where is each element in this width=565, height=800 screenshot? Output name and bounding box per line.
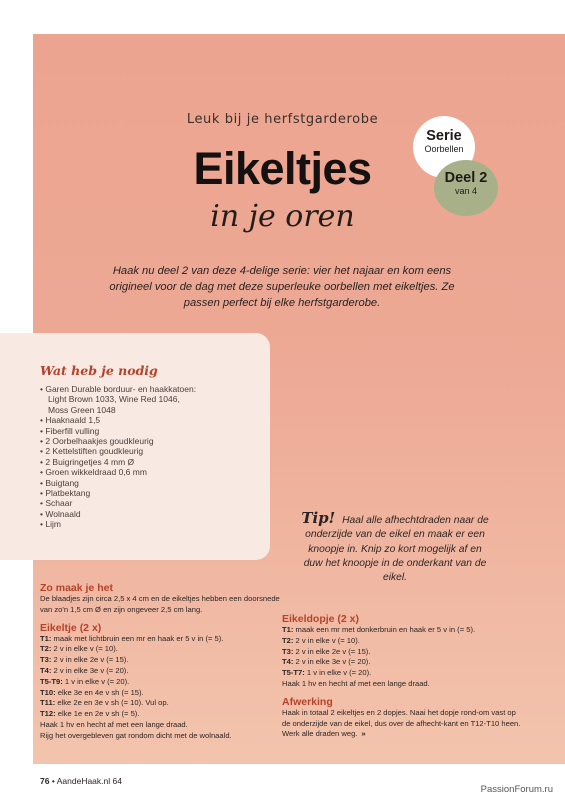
pattern-row — [282, 647, 522, 658]
row-key: T1: — [282, 625, 294, 634]
row-key: T10: — [40, 687, 56, 697]
materials-item: • Wolnaald — [40, 509, 196, 519]
materials-item: • Lijm — [40, 519, 196, 529]
row-value: elke 2e en 3e v sh (= 10). Vul op. — [57, 698, 169, 708]
howto-text: De blaadjes zijn circa 2,5 x 4 cm en de eikeltjes hebben een doorsnede van zo'n 1,5 cm Ø en zijn ongeveer 2,5 cm lang. — [40, 594, 280, 614]
eikeltje-end-1: Haak 1 hv en hecht af met een lange draad. — [40, 719, 188, 729]
tip-text: Haal alle afhechtdraden naar de onderzijde van de eikel en maak er een knoopje in. Knip zo kort mogelijk af en duw het knoopje in de onderkant van de eikel. — [303, 515, 489, 584]
materials-item: • Platbektang — [40, 488, 196, 498]
page-footer — [40, 776, 122, 786]
part-badge — [434, 160, 498, 216]
pattern-row — [40, 677, 280, 688]
row-value: 1 v in elke v (= 20). — [64, 676, 130, 686]
page-title-second-line: in je oren — [210, 199, 355, 234]
watermark: PassionForum.ru — [480, 784, 553, 795]
serie-badge-sub: Oorbellen — [424, 144, 464, 154]
materials-title: Wat heb je nodig — [40, 363, 158, 378]
materials-list — [40, 384, 196, 530]
row-key: T2: — [282, 635, 294, 645]
row-value: 2 v in elke v (= 10). — [53, 644, 118, 654]
materials-item: • 2 Kettelstiften goudkleurig — [40, 446, 196, 456]
row-value: 2 v in elke 3e v (= 20). — [295, 657, 371, 667]
row-key: T1: — [40, 633, 52, 643]
instructions-left-column — [40, 582, 280, 742]
row-value: elke 1e en 2e v sh (= 5). — [57, 709, 140, 719]
afwerking-text-block — [282, 708, 522, 740]
serie-badge-label: Serie — [426, 128, 462, 144]
continue-arrow-icon: » — [361, 729, 366, 739]
afwerking-text: Haak in totaal 2 eikeltjes en 2 dopjes. Naai het dopje rond-om vast op de onderzijde van de eikel, dus over de afhecht-kant en T12-T10 heen. Werk alle draden weg. — [282, 707, 521, 739]
row-key: T4: — [40, 665, 52, 675]
subtitle: Leuk bij je herfstgarderobe — [186, 112, 379, 127]
row-key: T11: — [40, 698, 56, 708]
pattern-row — [40, 709, 280, 720]
part-badge-label: Deel 2 — [444, 170, 488, 186]
pattern-row — [40, 655, 280, 666]
materials-item: • 2 Buigringetjes 4 mm Ø — [40, 457, 196, 467]
afwerking-title: Afwerking — [282, 695, 333, 708]
eikeltje-end-2: Rijg het overgebleven gat rondom dicht met de wolnaald. — [40, 730, 232, 740]
eikeldopje-rows — [282, 625, 522, 690]
instructions-right-column — [282, 613, 522, 740]
row-value: maak met lichtbruin een mr en haak er 5 v in (= 5). — [53, 633, 224, 643]
row-key: T3: — [282, 646, 294, 656]
tip-box — [300, 511, 490, 585]
row-value: 2 v in elke v (= 10). — [295, 635, 360, 645]
eikeltje-rows — [40, 634, 280, 742]
materials-item: • Groen wikkeldraad 0,6 mm — [40, 467, 196, 477]
pattern-row — [282, 657, 522, 668]
pattern-row — [40, 634, 280, 645]
materials-item: • Schaar — [40, 498, 196, 508]
row-value: maak een mr met donkerbruin en haak er 5 v in (= 5). — [295, 625, 476, 634]
page-number: 76 — [40, 776, 50, 786]
pattern-row — [40, 666, 280, 677]
eikeldopje-title: Eikeldopje (2 x) — [282, 613, 360, 625]
materials-item: • Fiberfill vulling — [40, 426, 196, 436]
intro-text: Haak nu deel 2 van deze 4-delige serie: vier het najaar en kom eens origineel voor de dag met deze superleuke oorbellen met eikeltjes. Ze passen perfect bij elke herfstgarderobe. — [109, 265, 455, 309]
row-key: T5-T9: — [40, 676, 63, 686]
page-title: Eikeltjes — [193, 143, 372, 194]
materials-item: • 2 Oorbelhaakjes goudkleurig — [40, 436, 196, 446]
howto-title: Zo maak je het — [40, 582, 113, 594]
pattern-row — [282, 668, 522, 679]
row-key: T12: — [40, 709, 56, 719]
materials-item: • Haaknaald 1,5 — [40, 415, 196, 425]
row-key: T4: — [282, 657, 294, 667]
row-key: T5-T7: — [282, 668, 305, 678]
footer-bullet: • — [51, 776, 55, 786]
pattern-row — [40, 698, 280, 709]
eikeltje-title: Eikeltje (2 x) — [40, 621, 102, 634]
materials-item: • Buigtang — [40, 478, 196, 488]
row-key: T3: — [40, 655, 52, 665]
row-value: 2 v in elke 2e v (= 15). — [295, 646, 371, 656]
pattern-row — [40, 644, 280, 655]
pattern-row — [282, 625, 522, 636]
row-value: 2 v in elke 3e v (= 20). — [53, 665, 129, 675]
row-key: T2: — [40, 644, 52, 654]
row-value: elke 3e en 4e v sh (= 15). — [57, 687, 144, 697]
eikeldopje-end: Haak 1 hv en hecht af met een lange draad. — [282, 678, 430, 688]
tip-label: Tip! — [301, 509, 336, 527]
materials-item: • Garen Durable borduur- en haakkatoen: Light Brown 1033, Wine Red 1046, Moss Green 1048 — [40, 384, 196, 415]
magazine-name: AandeHaak.nl 64 — [56, 776, 122, 786]
pattern-row — [282, 636, 522, 647]
row-value: 1 v in elke v (= 20). — [306, 668, 372, 678]
row-value: 2 v in elke 2e v (= 15). — [53, 655, 129, 665]
part-badge-sub: van 4 — [454, 186, 478, 196]
pattern-row — [40, 688, 280, 699]
